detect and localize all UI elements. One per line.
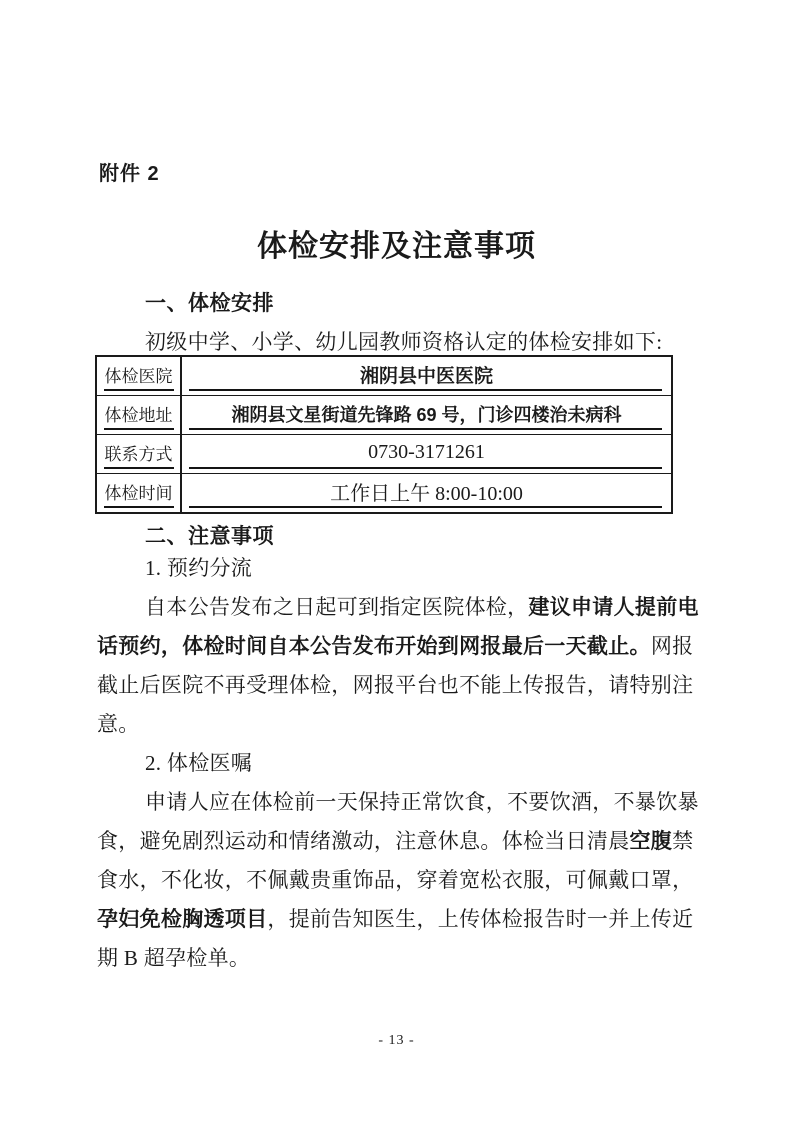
text-line <box>97 705 701 744</box>
paragraph-2 <box>97 783 701 978</box>
attachment-label: 附件 2 <box>99 163 160 185</box>
row-value: 0730-3171261 <box>368 441 485 463</box>
exam-info-table <box>95 355 673 514</box>
row-value: 工作日上午 8:00-10:00 <box>330 483 523 505</box>
row-value: 湘阴县中医医院 <box>359 366 493 387</box>
page-number: - 13 - <box>378 1033 415 1048</box>
row-value-cell <box>182 357 671 395</box>
text-line <box>97 627 701 666</box>
text-segment: 截止后医院不再受理体检，网报平台也不能上传报告，请特别注 <box>97 673 694 697</box>
row-value-cell <box>182 396 671 434</box>
emphasized-text: 孕妇免检胸透项目 <box>97 907 268 931</box>
text-line <box>97 861 701 900</box>
row-label: 体检地址 <box>104 401 174 430</box>
emphasized-text: 建议申请人提前电 <box>528 595 699 619</box>
text-segment: 食水，不化妆，不佩戴贵重饰品，穿着宽松衣服，可佩戴口罩， <box>97 868 694 892</box>
text-segment: 网报 <box>650 634 694 658</box>
row-label: 体检时间 <box>104 479 174 508</box>
text-segment: 意。 <box>97 712 140 736</box>
text-segment: 食，避免剧烈运动和情绪激动，注意休息。体检当日清晨 <box>97 829 630 853</box>
row-label-cell <box>97 435 182 473</box>
text-line <box>97 666 701 705</box>
table-row <box>97 395 671 434</box>
text-segment: 期 B 超孕检单。 <box>97 946 251 970</box>
text-segment: ，提前告知医生，上传体检报告时一并上传近 <box>267 907 694 931</box>
row-value-cell <box>182 435 671 473</box>
document-title: 体检安排及注意事项 <box>257 230 536 263</box>
emphasized-text: 话预约，体检时间自本公告发布开始到网报最后一天截止。 <box>97 634 651 658</box>
body-text <box>97 549 701 978</box>
value-underline <box>189 467 662 469</box>
row-label-cell <box>97 357 182 395</box>
row-label-cell <box>97 396 182 434</box>
text-line <box>97 900 701 939</box>
row-label-cell <box>97 474 182 512</box>
row-label: 联系方式 <box>104 440 174 469</box>
section1-heading: 一、体检安排 <box>145 292 274 315</box>
text-line <box>97 588 701 627</box>
section1-intro: 初级中学、小学、幼儿园教师资格认定的体检安排如下: <box>145 330 663 354</box>
paragraph-1 <box>97 588 701 744</box>
row-value: 湘阴县文星街道先锋路 69 号，门诊四楼治未病科 <box>231 404 622 425</box>
row-value-cell <box>182 474 671 512</box>
subheading-2: 2. 体检医嘱 <box>145 751 253 775</box>
text-line <box>97 939 701 978</box>
text-segment: 禁 <box>672 829 694 853</box>
text-line <box>97 822 701 861</box>
section2-heading: 二、注意事项 <box>145 525 274 548</box>
text-segment: 申请人应在体检前一天保持正常饮食，不要饮酒，不暴饮暴 <box>145 790 699 814</box>
text-segment: 自本公告发布之日起可到指定医院体检， <box>145 595 529 619</box>
table-row <box>97 473 671 512</box>
text-line <box>97 783 701 822</box>
table-row <box>97 434 671 473</box>
row-label: 体检医院 <box>104 362 174 391</box>
emphasized-text: 空腹 <box>629 829 673 853</box>
table-row <box>97 357 671 395</box>
subheading-1: 1. 预约分流 <box>145 556 253 580</box>
